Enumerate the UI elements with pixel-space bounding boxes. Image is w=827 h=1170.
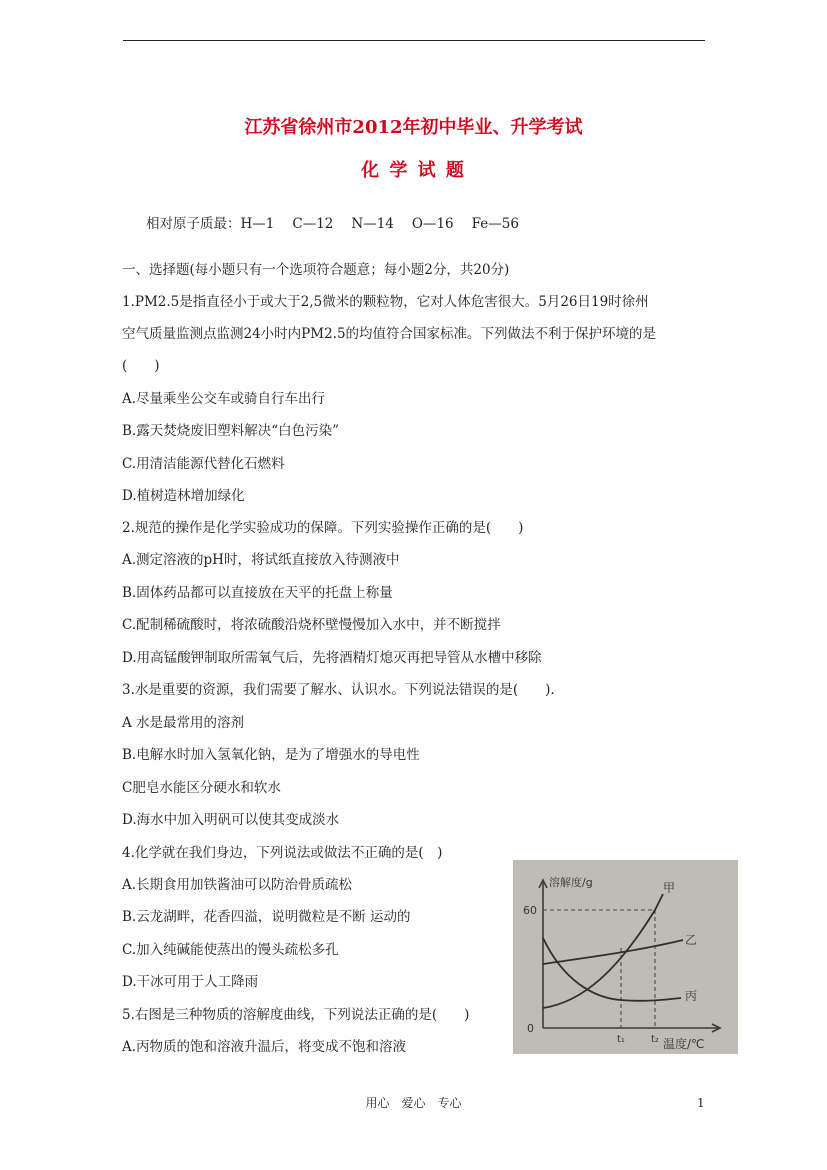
text-line: C.加入纯碱能使蒸出的馒头疏松多孔 xyxy=(122,942,339,958)
text-line: ( ) xyxy=(122,358,160,374)
series-label-jia: 甲 xyxy=(663,881,676,895)
atomic-masses xyxy=(146,212,537,232)
footer-item: 爱心 xyxy=(401,1096,426,1110)
text-line: D.海水中加入明矾可以使其变成淡水 xyxy=(122,812,340,828)
section-heading: 一、选择题(每小题只有一个选项符合题意；每小题2分，共20分) xyxy=(122,262,510,278)
text-line: 5.右图是三种物质的溶解度曲线，下列说法正确的是( ) xyxy=(122,1007,470,1023)
text-line: C.用清洁能源代替化石燃料 xyxy=(122,456,285,472)
x-axis-label: 温度/℃ xyxy=(663,1037,705,1051)
origin-label: 0 xyxy=(527,1022,534,1035)
text-line: C肥皂水能区分硬水和软水 xyxy=(122,780,281,796)
page-number: 1 xyxy=(697,1096,705,1110)
text-line: B.露天焚烧废旧塑料解决“白色污染” xyxy=(122,423,340,439)
atomic-mass-item: Fe—56 xyxy=(471,216,519,232)
atomic-mass-item: H—1 xyxy=(240,216,275,232)
curve-bing xyxy=(543,938,681,1001)
text-line: C.配制稀硫酸时，将浓硫酸沿烧杯壁慢慢加入水中，并不断搅拌 xyxy=(122,617,501,633)
y-axis-label: 溶解度/g xyxy=(549,876,593,889)
exam-subtitle: 化 学 试 题 xyxy=(361,160,466,181)
text-line: D.植树造林增加绿化 xyxy=(122,488,245,504)
text-line: 4.化学就在我们身边，下列说法或做法不正确的是( ) xyxy=(122,845,443,861)
series-label-bing: 丙 xyxy=(685,989,698,1003)
text-line: 3.水是重要的资源，我们需要了解水、认识水。下列说法错误的是( ). xyxy=(122,682,555,698)
text-line: A.长期食用加铁酱油可以防治骨质疏松 xyxy=(122,877,353,893)
text-line: D.用高锰酸钾制取所需氧气后，先将酒精灯熄灭再把导管从水槽中移除 xyxy=(122,650,542,666)
text-line: A.测定溶液的pH时，将试纸直接放入待测液中 xyxy=(122,552,400,568)
atomic-mass-item: C—12 xyxy=(292,216,334,232)
solubility-curve-figure xyxy=(513,860,738,1054)
text-line: B.固体药品都可以直接放在天平的托盘上称量 xyxy=(122,585,393,601)
curve-yi xyxy=(543,940,683,964)
text-line: 1.PM2.5是指直径小于或大于2,5微米的颗粒物，它对人体危害很大。5月26日19时徐州 xyxy=(122,294,649,310)
text-line: 2.规范的操作是化学实验成功的保障。下列实验操作正确的是( ) xyxy=(122,520,524,536)
text-line: A.尽量乘坐公交车或骑自行车出行 xyxy=(122,391,326,407)
text-line: A 水是最常用的溶剂 xyxy=(122,715,245,731)
header-rule xyxy=(123,40,705,41)
footer-item: 专心 xyxy=(437,1096,462,1110)
text-line: D.干冰可用于人工降雨 xyxy=(122,974,259,990)
footer-item: 用心 xyxy=(365,1096,390,1110)
exam-title: 江苏省徐州市2012年初中毕业、升学考试 xyxy=(244,117,583,138)
t2-label: t₂ xyxy=(651,1034,659,1045)
y-tick-label: 60 xyxy=(523,904,537,917)
series-label-yi: 乙 xyxy=(685,933,698,947)
text-line: A.丙物质的饱和溶液升温后，将变成不饱和溶液 xyxy=(122,1039,407,1055)
atomic-masses-label: 相对原子质最： xyxy=(146,216,241,232)
t1-label: t₁ xyxy=(617,1034,625,1045)
atomic-mass-item: O—16 xyxy=(411,216,454,232)
text-line: B.电解水时加入氢氧化钠，是为了增强水的导电性 xyxy=(122,747,420,763)
curve-jia xyxy=(543,894,663,1008)
text-line: 空气质量监测点监测24小时内PM2.5的均值符合国家标准。下列做法不利于保护环境的是 xyxy=(122,326,657,342)
text-line: B.云龙湖畔，花香四溢，说明微粒是不断 运动的 xyxy=(122,909,411,925)
atomic-mass-item: N—14 xyxy=(351,216,394,232)
